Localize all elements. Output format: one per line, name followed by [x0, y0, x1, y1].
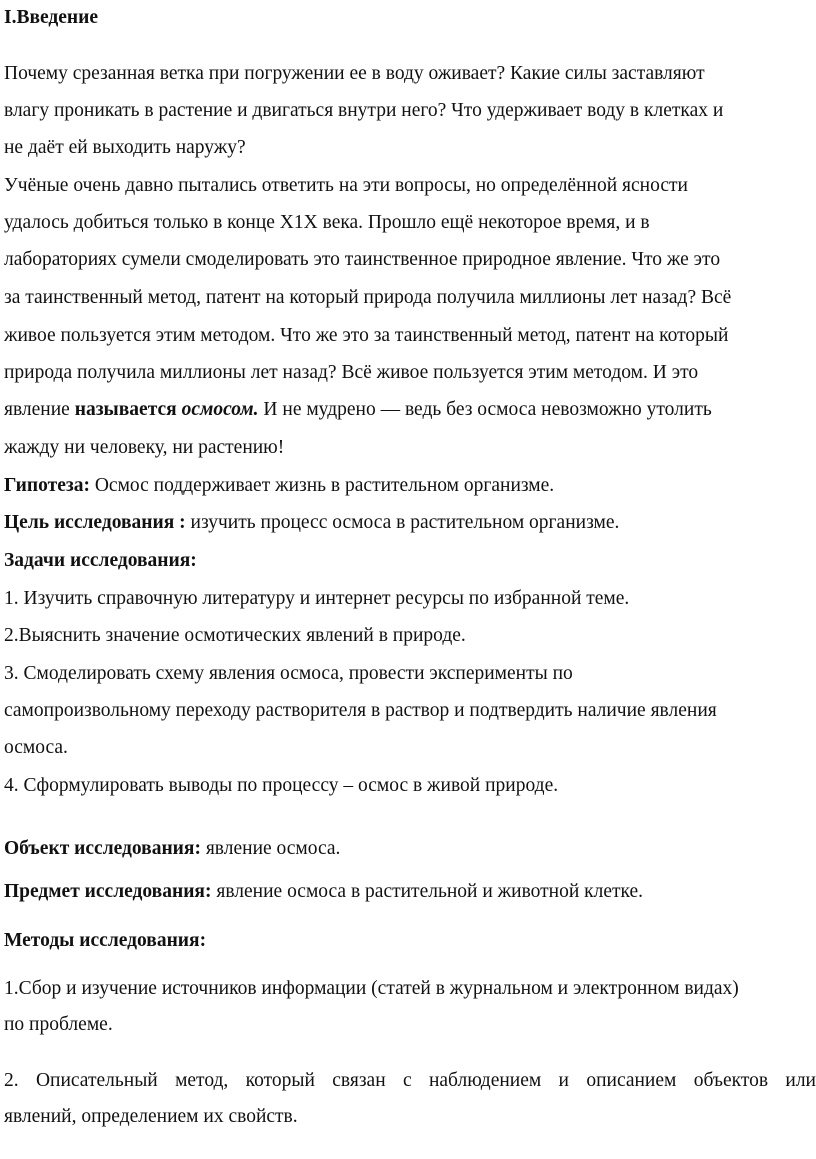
intro-p2-line-6: природа получила миллионы лет назад? Всё живое пользуется этим методом. И это [4, 362, 699, 383]
intro-p2-end: жажду ни человеку, ни растению! [4, 437, 285, 458]
intro-p2-line-3: лабораториях сумели смоделировать это таинственное природное явление. Что же это [4, 249, 721, 270]
method-2-line-1: 2. Описательный метод, который связан с наблюдением и описанием объектов или [4, 1070, 816, 1091]
method-1-line-2: по проблеме. [4, 1014, 113, 1035]
intro-p1-line-2: влагу проникать в растение и двигаться внутри него? Что удерживает воду в клетках и [4, 100, 724, 121]
intro-p2-line-4: за таинственный метод, патент на который природа получила миллионы лет назад? Всё [4, 287, 732, 308]
research-goal [4, 511, 619, 535]
object-text: явление осмоса. [200, 838, 341, 859]
intro-p2-line-1: Учёные очень давно пытались ответить на эти вопросы, но определённой ясности [4, 175, 688, 196]
object-label: Объект исследования: [4, 838, 201, 859]
intro-p2-line-2: удалось добиться только в конце X1X века. Прошло ещё некоторое время, и в [4, 212, 650, 233]
hypothesis-label: Гипотеза: [4, 475, 90, 496]
hypothesis-text: Осмос поддерживает жизнь в растительном организме. [89, 475, 555, 496]
task-item-1: 1. Изучить справочную литературу и интернет ресурсы по избранной теме. [4, 588, 630, 609]
intro-p1-line-1: Почему срезанная ветка при погружении ее в воду оживает? Какие силы заставляют [4, 63, 705, 84]
osmosis-line-prefix: явление [4, 399, 75, 420]
task-item-4: 4. Сформулировать выводы по процессу – осмос в живой природе. [4, 775, 559, 796]
intro-p1-line-3: не даёт ей выходить наружу? [4, 137, 246, 158]
tasks-label: Задачи исследования: [4, 550, 197, 571]
subject-text: явление осмоса в растительной и животной клетке. [211, 881, 644, 902]
intro-p2-line-5: живое пользуется этим методом. Что же это за таинственный метод, патент на который [4, 325, 729, 346]
osmosis-called-bold: называется [74, 399, 177, 420]
task-item-3-line-1: 3. Смоделировать схему явления осмоса, провести эксперименты по [4, 663, 573, 684]
research-subject [4, 880, 643, 904]
goal-text: изучить процесс осмоса в растительном организме. [185, 512, 620, 533]
hypothesis [4, 474, 554, 498]
section-title: I.Введение [4, 7, 99, 28]
method-2-line-2: явлений, определением их свойств. [4, 1106, 298, 1127]
task-item-3-line-3: осмоса. [4, 737, 68, 758]
task-item-2: 2.Выяснить значение осмотических явлений в природе. [4, 625, 466, 646]
methods-label: Методы исследования: [4, 930, 207, 951]
research-object [4, 837, 340, 861]
task-item-3-line-2: самопроизвольному переходу растворителя в раствор и подтвердить наличие явления [4, 700, 717, 721]
intro-p2-line-7 [4, 398, 712, 422]
osmosis-line-suffix: И не мудрено — ведь без осмоса невозможно утолить [258, 399, 712, 420]
subject-label: Предмет исследования: [4, 881, 212, 902]
osmosis-term: осмосом. [181, 399, 259, 420]
method-1-line-1: 1.Сбор и изучение источников информации (статей в журнальном и электронном видах) [4, 978, 739, 999]
goal-label: Цель исследования : [4, 512, 186, 533]
